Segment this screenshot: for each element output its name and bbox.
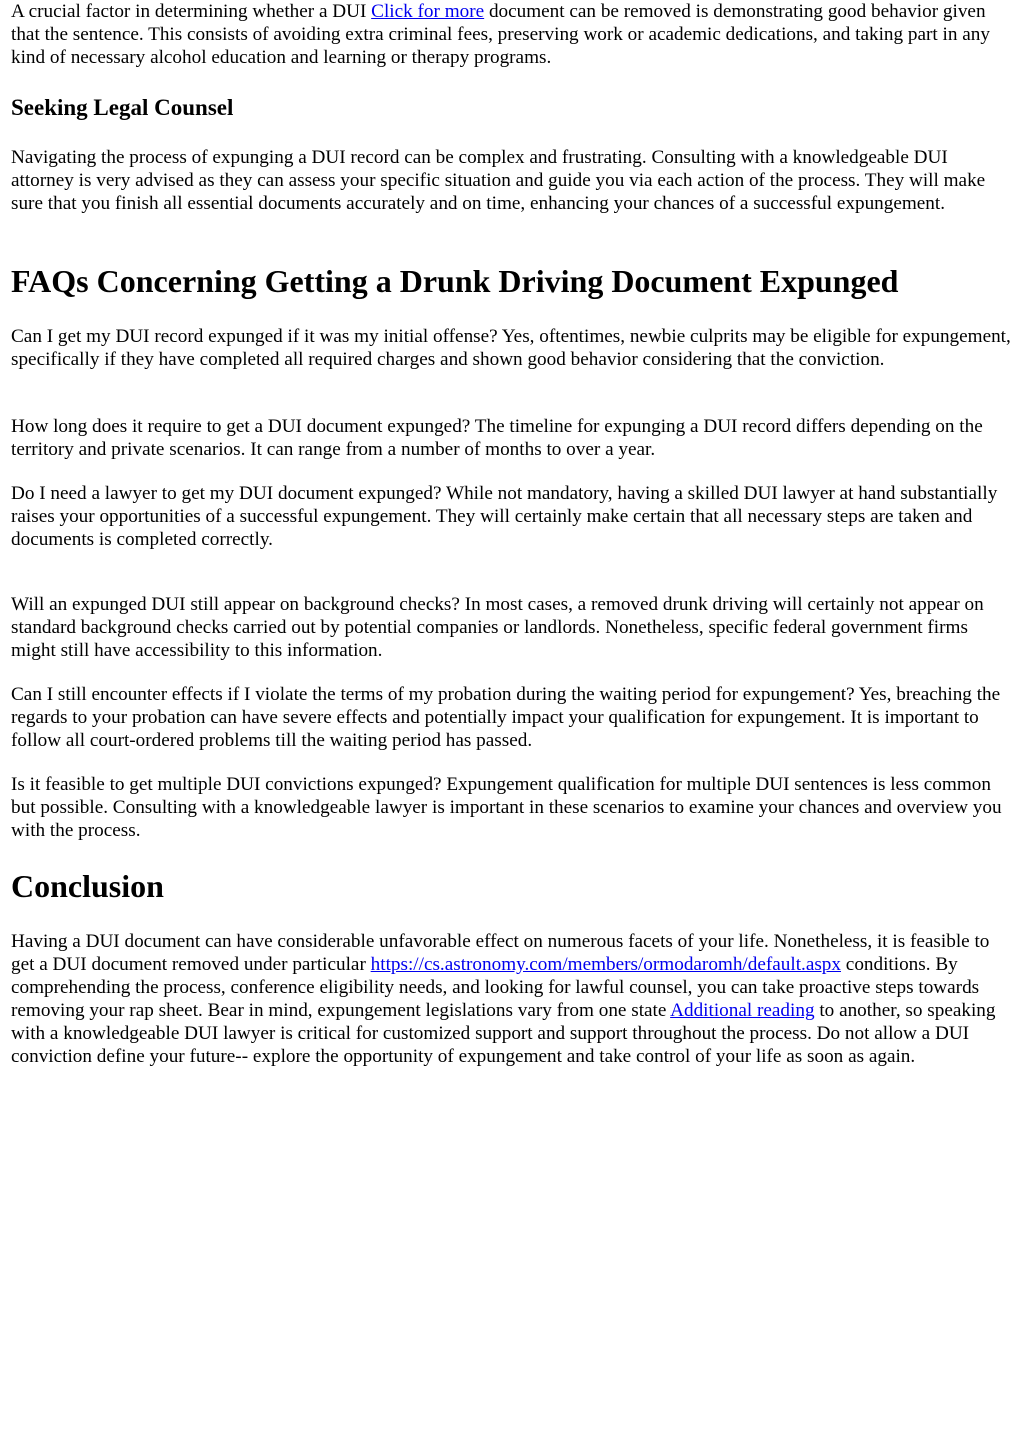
- seeking-legal-counsel-paragraph: Navigating the process of expunging a DUI record can be complex and frustrating. Consulting with a knowledgeable DUI attorney is very advised as they can assess your specific situation and guide you via each action of the process. They will make sure that you finish all essential documents accurately and on time, enhancing your chances of a successful expungement.: [11, 147, 986, 215]
- conclusion-heading: Conclusion: [11, 868, 164, 904]
- faq-paragraph: Will an expunged DUI still appear on background checks? In most cases, a removed drunk driving will certainly not appear on standard background checks carried out by potential companies or landlords. Nonetheless, specific federal government firms might still have accessibility to this information.: [11, 594, 984, 662]
- faq-paragraph: Can I still encounter effects if I violate the terms of my probation during the waiting period for expungement? Yes, breaching the regards to your probation can have severe effects and potentially impact your qualification for expungement. It is important to follow all court-ordered problems till the waiting period has passed.: [11, 684, 1001, 752]
- conclusion-text-part3: to another, so speaking with a knowledgeable DUI lawyer is critical for customized support and support throughout the process. Do not allow a DUI conviction define your future-- explore the opportunity of expungement and take control of your life as soon as again.: [11, 1000, 996, 1068]
- faq-paragraph: Can I get my DUI record expunged if it was my initial offense? Yes, oftentimes, newbie culprits may be eligible for expungement, specifically if they have completed all required charges and shown good behavior considering that the conviction.: [11, 326, 1011, 371]
- faq-paragraph: How long does it require to get a DUI document expunged? The timeline for expunging a DUI record differs depending on the territory and private scenarios. It can range from a number of months to over a year.: [11, 416, 983, 461]
- faqs-heading: FAQs Concerning Getting a Drunk Driving Document Expunged: [11, 263, 899, 299]
- seeking-legal-counsel-heading: Seeking Legal Counsel: [11, 95, 234, 120]
- conclusion-text-part1: Having a DUI document can have considerable unfavorable effect on numerous facets of your life. Nonetheless, it is feasible to get a DUI document removed under particular: [11, 931, 990, 976]
- faq-paragraph: Do I need a lawyer to get my DUI document expunged? While not mandatory, having a skilled DUI lawyer at hand substantially raises your opportunities of a successful expungement. They will certainly make certain that all necessary steps are taken and documents is completed correctly.: [11, 483, 998, 551]
- additional-reading-link[interactable]: Additional reading: [670, 1000, 815, 1022]
- intro-paragraph: [11, 0, 1013, 69]
- conclusion-paragraph: [11, 930, 1013, 1069]
- conclusion-text-part2: conditions. By comprehending the process, conference eligibility needs, and looking for lawful counsel, you can take proactive steps towards removing your rap sheet. Bear in mind, expungement legislations vary from one state: [11, 954, 980, 1022]
- intro-text-before: A crucial factor in determining whether a DUI: [11, 1, 372, 22]
- astronomy-members-link[interactable]: https://cs.astronomy.com/members/ormodaromh/default.aspx: [370, 954, 841, 976]
- intro-text-after: document can be removed is demonstrating good behavior given that the sentence. This consists of avoiding extra criminal fees, preserving work or academic dedications, and taking part in any kind of necessary alcohol education and learning or therapy programs.: [11, 1, 990, 69]
- faq-paragraph: Is it feasible to get multiple DUI convictions expunged? Expungement qualification for multiple DUI sentences is less common but possible. Consulting with a knowledgeable lawyer is important in these scenarios to examine your chances and overview you with the process.: [11, 774, 1002, 842]
- click-for-more-link[interactable]: Click for more: [371, 1, 485, 22]
